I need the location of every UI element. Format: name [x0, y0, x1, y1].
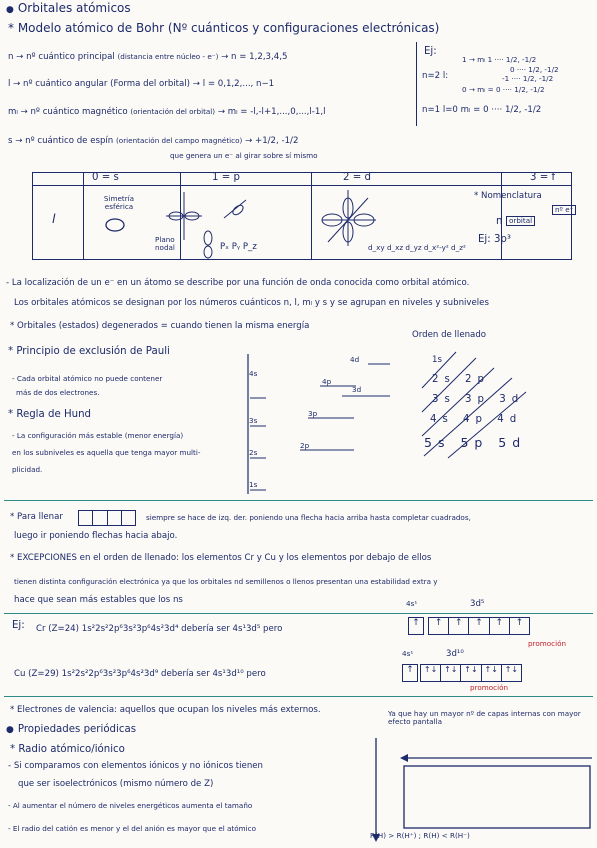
cr-promo: promoción	[528, 639, 567, 648]
level-3p: 3p	[308, 409, 318, 418]
level-3d: 3d	[352, 385, 362, 394]
quantum-n: n → nº cuántico principal (distancia entre núcleo - e⁻) → n = 1,2,3,4,5	[8, 52, 288, 62]
exceptions-line-3: hace que sean más estables que los ns	[14, 595, 183, 605]
s-orbital-shape	[104, 218, 126, 232]
example-l1: 1 → mₗ 1 ···· 1/2, -1/2	[462, 55, 537, 64]
order-row-3: 3s 3p 3d	[432, 394, 525, 405]
order-row-2: 2s 2p	[432, 374, 490, 385]
cr-config: Cr (Z=24) 1s²2s²2p⁶3s²3p⁶4s²3d⁴ debería ser 4s¹3d⁵ pero	[36, 624, 283, 634]
quantum-s: s → nº cuántico de espín (orientación del campo magnético) → +1/2, -1/2	[8, 136, 299, 146]
radius-compare: R(H) > R(H⁺) ; R(H) < R(H⁻)	[370, 831, 470, 840]
spin-note: que genera un e⁻ al girar sobre sí mismo	[170, 151, 318, 160]
p-subscripts: Pₓ Pᵧ P_z	[220, 242, 257, 252]
exceptions-line-2: tienen distinta configuración electrónica ya que los orbitales nd semillenos o llenos presentan una estabilidad extra y	[14, 577, 438, 586]
pauli-heading: * Principio de exclusión de Pauli	[8, 346, 170, 357]
cr-4s-label: 4s¹	[406, 599, 418, 608]
level-4s: 4s	[249, 369, 258, 378]
energy-level-diagram	[244, 350, 394, 496]
fill-rule-b: siempre se hace de izq. der. poniendo una flecha hacia arriba hasta completar cuadrados,	[146, 513, 471, 522]
example-n2: n=2 l:	[422, 71, 449, 81]
f-example: Ej: 3p³	[478, 234, 511, 245]
p-plano-nodal: Plano nodal	[155, 235, 175, 253]
cr-4s-box: ↑	[408, 617, 424, 635]
paragraph-degenerados: * Orbitales (estados) degenerados = cuando tienen la misma energía	[10, 321, 310, 331]
trend-box-diagram	[370, 730, 594, 846]
divider-1	[4, 500, 593, 501]
cu-4s-label: 4s¹	[402, 649, 414, 658]
level-2p: 2p	[300, 441, 310, 450]
table-header-s: 0 = s	[92, 172, 119, 183]
pauli-line-2: más de dos electrones.	[16, 388, 100, 397]
paragraph-designan: Los orbitales atómicos se designan por los números cuánticos n, l, mₗ y s y se agrupan en niveles y subniveles	[14, 298, 489, 308]
example-label: Ej:	[424, 46, 437, 57]
level-1s: 1s	[249, 480, 258, 489]
level-2s: 2s	[249, 448, 258, 457]
d-subscripts: d_xy d_xz d_yz d_x²-y² d_z²	[368, 243, 466, 252]
paragraph-localizacion: - La localización de un e⁻ en un átomo se describe por una función de onda conocida como orbital atómico.	[6, 278, 470, 288]
radio-line-3: - Al aumentar el número de niveles energéticos aumenta el tamaño	[8, 801, 253, 810]
cr-3d-label: 3d⁵	[470, 599, 485, 609]
exceptions-line-1: * EXCEPCIONES en el orden de llenado: los elementos Cr y Cu y los elementos por debajo de ellos	[10, 553, 432, 563]
level-4d: 4d	[350, 355, 360, 364]
cu-3d-boxes: ↑↓ ↑↓ ↑↓ ↑↓ ↑↓	[420, 664, 522, 682]
divider-3	[4, 696, 593, 697]
f-n: n	[496, 216, 503, 227]
order-row-1: 1s	[432, 355, 442, 365]
example-l1b: 0 ···· 1/2, -1/2	[510, 65, 559, 74]
order-title: Orden de llenado	[412, 330, 487, 340]
quantum-l: l → nº cuántico angular (Forma del orbital) → l = 0,1,2,..., n−1	[8, 79, 275, 89]
divider-2	[4, 613, 593, 614]
radio-line-1: - Si comparamos con elementos iónicos y no iónicos tienen	[8, 761, 264, 771]
fill-boxes	[78, 510, 136, 526]
hund-line-3: plicidad.	[12, 465, 43, 474]
radio-line-4: - El radio del catión es menor y el del anión es mayor que el atómico	[8, 824, 256, 833]
propiedades-title: Propiedades periódicas	[17, 724, 137, 735]
f-nomenclatura: * Nomenclatura	[474, 191, 542, 201]
s-caption: Simetría esférica	[103, 194, 135, 212]
cu-config: Cu (Z=29) 1s²2s²2p⁶3s²3p⁶4s²3d⁹ debería ser 4s¹3d¹⁰ pero	[14, 669, 266, 679]
orbitals-table	[32, 172, 572, 260]
section-title-orbitales	[6, 2, 131, 16]
hund-line-2: en los subniveles es aquella que tenga mayor multi-	[12, 448, 201, 457]
table-header-f: 3 = f	[530, 172, 556, 183]
table-header-d: 2 = d	[343, 172, 371, 183]
exceptions-ej: Ej:	[12, 620, 25, 631]
example-l1c: -1 ···· 1/2, -1/2	[502, 74, 554, 83]
fill-rule-a: * Para llenar	[10, 512, 63, 522]
f-tag-ne: nº e⁻	[552, 205, 576, 215]
side-note: Ya que hay un mayor nº de capas internas con mayor efecto pantalla	[388, 709, 581, 727]
example-n1: n=1 l=0 mₗ = 0 ···· 1/2, -1/2	[422, 105, 542, 115]
radio-line-2: que ser isoelectrónicos (mismo número de Z)	[18, 779, 214, 789]
cr-3d-boxes: ↑ ↑ ↑ ↑ ↑	[428, 617, 530, 635]
table-row-label: l	[52, 211, 56, 226]
propiedades-heading	[6, 724, 136, 736]
level-3s: 3s	[249, 416, 258, 425]
example-l0: 0 → mₗ = 0 ···· 1/2, -1/2	[462, 85, 545, 94]
orbitales-title: Orbitales atómicos	[17, 1, 131, 15]
order-row-5: 5s 5p 5d	[424, 435, 527, 450]
radio-heading: * Radio atómico/iónico	[10, 744, 125, 755]
pauli-line-1: - Cada orbital atómico no puede contener	[12, 374, 163, 383]
quantum-ml: mₗ → nº cuántico magnético (orientación del orbital) → mₗ = -l,-l+1,...,0,...,l-1,l	[8, 107, 326, 117]
cu-3d-label: 3d¹⁰	[446, 649, 464, 659]
hund-line-1: - La configuración más estable (menor energía)	[12, 431, 184, 440]
valence-text: * Electrones de valencia: aquellos que ocupan los niveles más externos.	[10, 705, 321, 715]
level-4p: 4p	[322, 377, 332, 386]
cu-promo: promoción	[470, 683, 509, 692]
fill-rule-c: luego ir poniendo flechas hacia abajo.	[14, 531, 178, 541]
order-row-4: 4s 4p 4d	[430, 414, 523, 425]
cu-4s-box: ↑	[402, 664, 418, 682]
bohr-heading: * Modelo atómico de Bohr (Nº cuánticos y configuraciones electrónicas)	[8, 21, 440, 35]
hund-heading: * Regla de Hund	[8, 409, 92, 420]
table-header-p: 1 = p	[212, 172, 240, 183]
f-tag-orbital: orbital	[506, 216, 535, 226]
